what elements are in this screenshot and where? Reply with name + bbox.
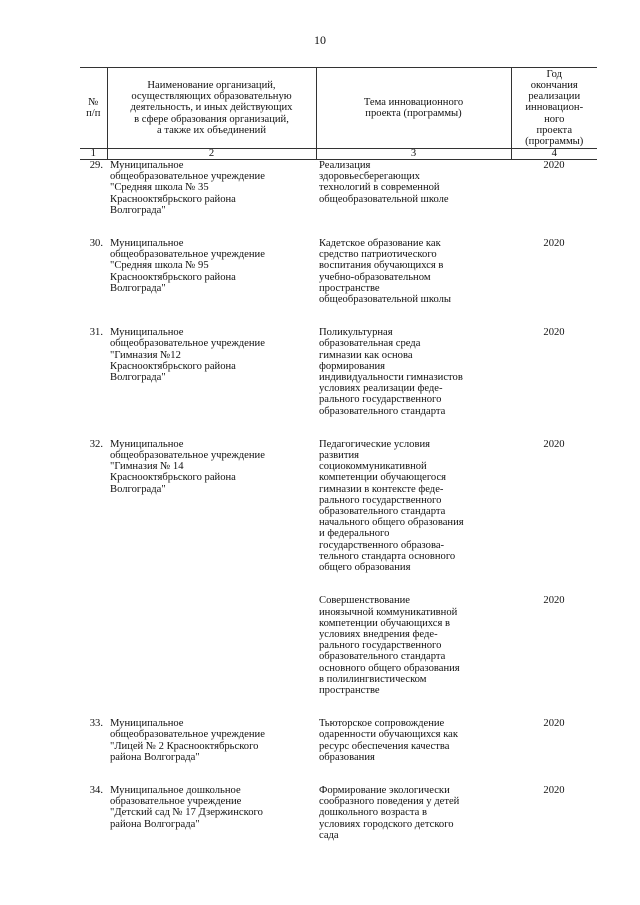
row-topic: Педагогические условия развития социокоммуникативной компетенции обучающегося гимназии в контексте феде- рального государственного образовательного стандарта начального общего образования и федерального государственного образова- тельного стандарта основного общего образования — [319, 438, 464, 574]
row-year: 2020 — [543, 160, 565, 171]
row-organization: Муниципальное общеобразовательное учреждение "Средняя школа № 95 Краснооктябрьского района Волгограда" — [110, 238, 265, 294]
header-year: Год окончания реализации инновацион- ного проекта (программы) — [511, 68, 597, 149]
row-year: 2020 — [543, 595, 565, 607]
row-number — [80, 595, 107, 718]
row-year: 2020 — [543, 238, 565, 250]
row-topic: Реализация здоровьесберегающих технологий в современной общеобразовательной школе — [319, 160, 449, 205]
header-number: № п/п — [80, 68, 107, 149]
table-row — [80, 160, 597, 239]
row-organization: Муниципальное дошкольное образовательное учреждение "Детский сад № 17 Дзержинского района Волгограда" — [110, 784, 263, 830]
column-number: 2 — [107, 149, 316, 160]
row-number: 30. — [89, 238, 103, 250]
table-row — [80, 595, 597, 718]
row-topic: Формирование экологически сообразного поведения у детей дошкольного возраста в условиях городского детского сада — [319, 784, 460, 841]
row-number: 34. — [89, 784, 103, 796]
row-organization: Муниципальное общеобразовательное учреждение "Лицей № 2 Краснооктябрьского района Волгограда" — [110, 718, 265, 763]
row-topic: Кадетское образование как средство патриотического воспитания обучающихся в учебно-образовательном пространстве общеобразовательной школы — [319, 238, 452, 306]
row-number: 33. — [89, 718, 103, 730]
row-year: 2020 — [543, 327, 565, 339]
row-year: 2020 — [543, 438, 565, 450]
row-organization — [107, 595, 316, 718]
table-header-row — [80, 68, 597, 149]
page-number: 10 — [314, 33, 326, 47]
column-number: 3 — [316, 149, 511, 160]
table-row — [80, 718, 597, 785]
header-organization: Наименование организаций, осуществляющих образовательную деятельность, и иных действующих в сфере образования организаций, а также их объединений — [107, 68, 316, 149]
row-organization: Муниципальное общеобразовательное учреждение "Гимназия №12 Краснооктябрьского района Волгограда" — [110, 327, 265, 384]
row-topic: Поликультурная образовательная среда гимназии как основа формирования индивидуальности гимназистов условиях реализации феде- рального государственного образовательного стандарта — [319, 327, 463, 417]
header-topic: Тема инновационного проекта (программы) — [316, 68, 511, 149]
row-number: 29. — [89, 160, 103, 171]
row-topic: Тьюторское сопровождение одаренности обучающихся как ресурс обеспечения качества образования — [319, 718, 459, 763]
column-number: 1 — [80, 149, 107, 160]
row-topic: Совершенствование иноязычной коммуникативной компетенции обучающихся в условиях внедрения феде- рального государственного образовательного стандарта основного общего образования в полилингвистическом пространстве — [319, 595, 460, 696]
table-row — [80, 327, 597, 439]
row-number: 31. — [89, 327, 103, 339]
row-organization: Муниципальное общеобразовательное учреждение "Средняя школа № 35 Краснооктябрьского района Волгограда" — [110, 160, 265, 216]
table-row — [80, 238, 597, 327]
column-numbers-row — [80, 149, 597, 160]
table-row — [80, 785, 597, 841]
table-row — [80, 439, 597, 595]
row-number: 32. — [89, 438, 103, 450]
row-organization: Муниципальное общеобразовательное учреждение "Гимназия № 14 Краснооктябрьского района Волгограда" — [110, 438, 265, 495]
row-year: 2020 — [543, 718, 565, 730]
column-number: 4 — [511, 149, 597, 160]
row-year: 2020 — [543, 784, 565, 796]
projects-table — [80, 67, 597, 841]
